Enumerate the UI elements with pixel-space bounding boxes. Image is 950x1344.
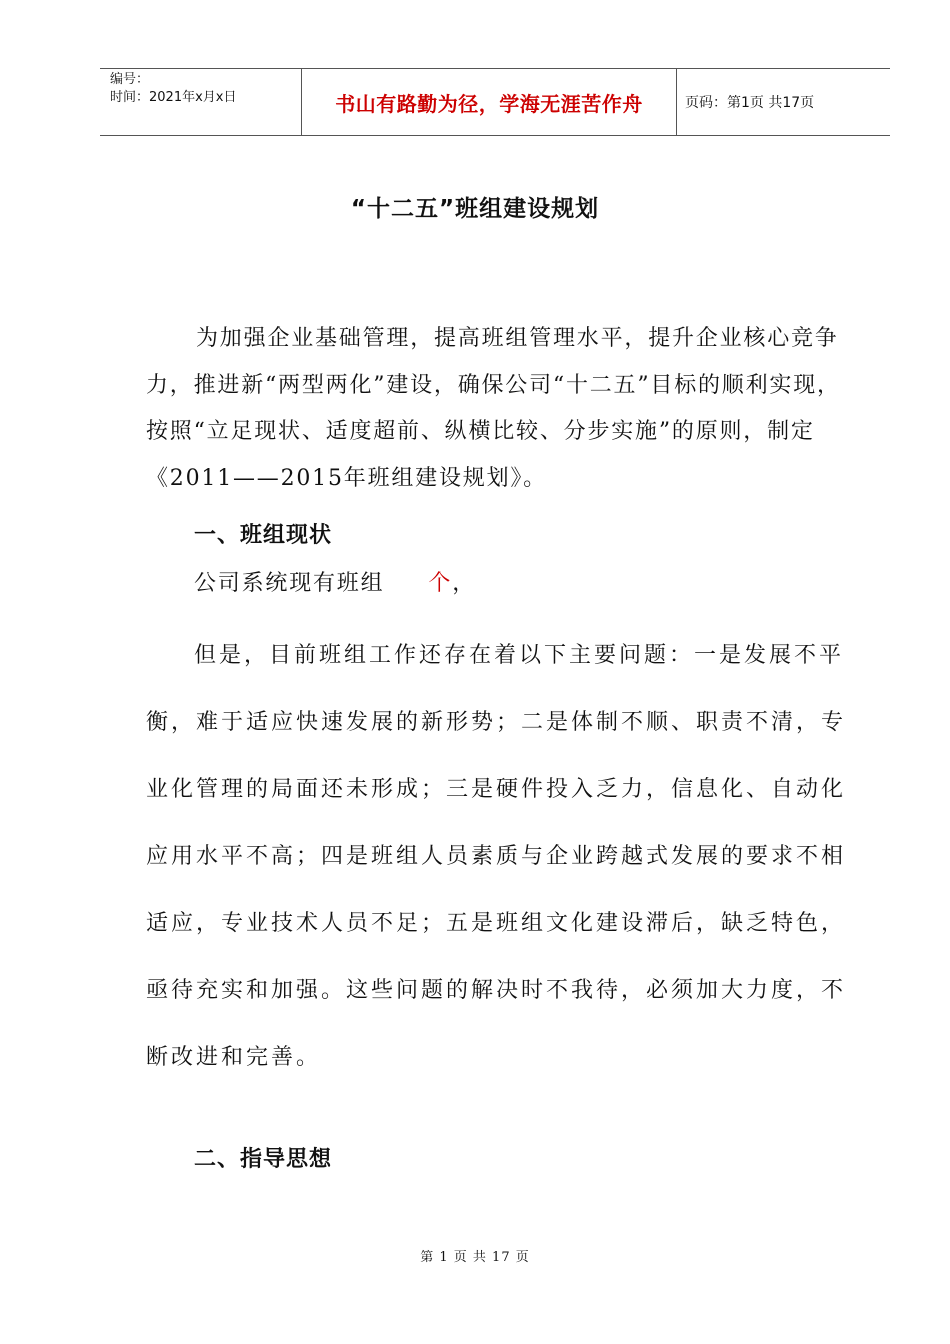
section-heading-guiding-ideology: 二、指导思想 [194,1147,333,1172]
page-footer: 第 1 页 共 17 页 [420,1250,530,1265]
header-meta-cell [100,69,302,135]
header-page-cell [677,69,890,135]
page-header [100,68,890,136]
document-number-label: 编号： [110,72,150,87]
header-page-info: 页码：第1页 共17页 [685,95,815,111]
section-heading-status: 一、班组现状 [194,523,333,548]
document-title: “十二五”班组建设规划 [350,196,600,222]
team-count-paragraph [194,566,476,597]
document-time-label: 时间：2021年x月x日 [110,90,237,105]
team-count-unit: 个 [428,571,453,596]
team-count-prefix: 公司系统现有班组 [194,571,385,596]
problems-paragraph: 但是，目前班组工作还存在着以下主要问题：一是发展不平衡，难于适应快速发展的新形势；二是体制不顺、职责不清，专业化管理的局面还未形成；三是硬件投入乏力，信息化、自动化应用水平不高；四是班组人员素质与企业跨越式发展的要求不相适应，专业技术人员不足；五是班组文化建设滞后，缺乏特色，亟待充实和加强。这些问题的解决时不我待，必须加大力度，不断改进和完善。 [146,643,847,1070]
header-motto: 书山有路勤为径，学海无涯苦作舟 [335,91,643,116]
header-motto-cell [302,69,677,135]
intro-paragraph: 为加强企业基础管理，提高班组管理水平，提升企业核心竞争力，推进新“两型两化”建设，确保公司“十二五”目标的顺利实现，按照“立足现状、适度超前、纵横比较、分步实施”的原则，制定《2011——2015年班组建设规划》。 [146,326,841,491]
team-count-suffix: ， [452,571,477,596]
